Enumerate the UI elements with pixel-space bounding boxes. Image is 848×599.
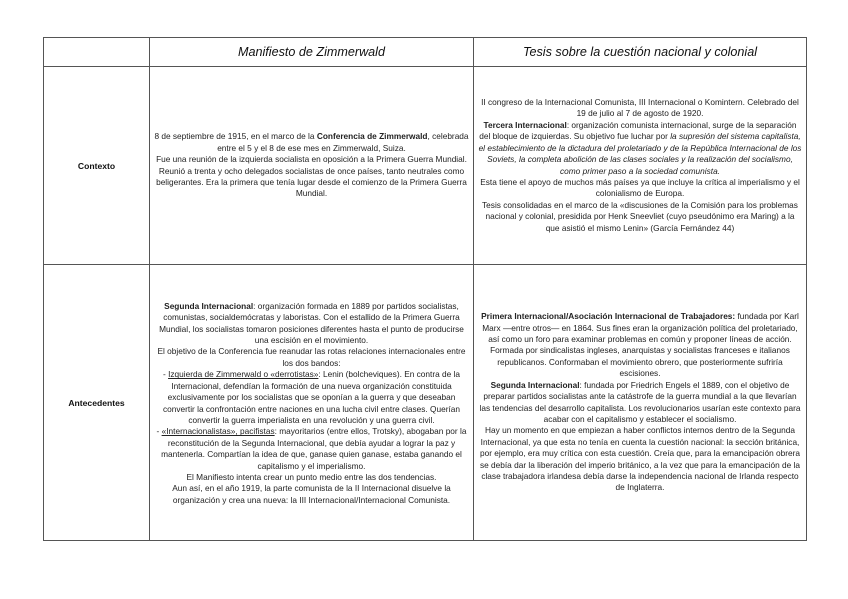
- paragraph: Tesis consolidadas en el marco de la «discusiones de la Comisión para los problemas nacional y colonial, presidida por Henk Sneevliet (cuyo pseudónimo era Maring) a la que asistió el mismo Lenin» (García Fernández 44): [482, 199, 798, 233]
- paragraph: El Manifiesto intenta crear un punto medio entre las dos tendencias.: [186, 471, 437, 482]
- italic-text: la supresión del sistema capitalista, el establecimiento de la dictadura del proletariado y de la República Internacional de los Soviets, la completa abolición de las clases sociales y la realización del socialismo, como primer paso a la sociedad comunista.: [478, 131, 802, 176]
- header-tesis: Tesis sobre la cuestión nacional y colonial: [474, 38, 807, 67]
- text-span: , celebrada entre el 5 y el 8 de ese mes en Zimmerwald, Suiza.: [217, 131, 469, 153]
- bold-term: Conferencia de Zimmerwald: [316, 131, 428, 142]
- text-span: fundada por Karl Marx —entre otros— en 1864. Sus fines eran la organización política del proletariado, así como un foro para examinar problemas en común y proponer líneas de acción. Formada por sindicalistas ingleses, anarquistas y socialistas franceses e italianos republicanos. Conformaban el movimiento obrero, que posteriormente sufriría escisiones.: [482, 311, 799, 379]
- row-label-contexto: Contexto: [44, 67, 150, 265]
- text-span: : fundada por Friedrich Engels el 1889, con el objetivo de preparar partidos socialistas ante la catástrofe de la guerra mundial a la que llevarían las tendencias del desarrollo capitalista. Los revolucionarios usarían este contexto para acabar con el capitalismo y establecer el socialismo.: [479, 379, 801, 424]
- paragraph: Hay un momento en que empiezan a haber conflictos internos dentro de la Segunda Internacional, ya que esta no tenía en cuenta la cuestión nacional: la sección británica, por ejemplo, era muy crítica con esta cuestión. Creía que, para la emancipación obrera se debía dar la liberación del imperio británico, a la vez que para la emancipación de la clase trabajadora irlandesa debía darse la independencia nacional de Irlanda respecto de Inglaterra.: [479, 425, 801, 493]
- underlined-term: Izquierda de Zimmerwald o «derrotistas»: [168, 369, 319, 380]
- text-span: : Lenin (bolcheviques). En contra de la Internacional, defendían la formación de una nueva organización constituida exclusivamente por los socialistas que se oponían a la guerra y que deseaban convertir la confrontación entre naciones en una lucha civil entre clases. Querían convertir la guerra imperialista en una revolución y una guerra civil.: [162, 369, 461, 425]
- text-span: : organización formada en 1889 por partidos socialistas, comunistas, socialdemócratas y laboristas. Con el estallido de la Primera Guerra Mundial, los socialistas tomaron posiciones diferentes hasta el punto de producirse una escisión en el movimiento.: [159, 300, 464, 346]
- cell-antecedentes-tesis: [474, 265, 807, 541]
- header-empty-cell: [44, 38, 150, 67]
- comparison-table: [43, 37, 807, 541]
- list-bullet: -: [156, 426, 160, 437]
- row-label-antecedentes: Antecedentes: [44, 265, 150, 541]
- text-span: 8 de septiembre de 1915, en el marco de la: [154, 131, 315, 142]
- table-row-contexto: [44, 67, 807, 265]
- header-zimmerwald: Manifiesto de Zimmerwald: [150, 38, 474, 67]
- paragraph: II congreso de la Internacional Comunista, III Internacional o Komintern. Celebrado del 19 de julio al 7 de agosto de 1920.: [481, 97, 799, 119]
- cell-contexto-tesis: [474, 67, 807, 265]
- bold-term: Primera Internacional/Asociación Internacional de Trabajadores:: [481, 311, 736, 322]
- paragraph: Aun así, en el año 1919, la parte comunista de la II Internacional disuelve la organización y crea una nueva: la III Internacional/Internacional Comunista.: [172, 483, 451, 505]
- bold-term: Segunda Internacional: [164, 300, 254, 311]
- cell-contexto-zimmerwald: [150, 67, 474, 265]
- text-span: : organización comunista internacional, surge de la separación del bloque de izquierdas. Su objetivo fue luchar por: [479, 119, 797, 142]
- list-bullet: -: [162, 369, 166, 380]
- table-header-row: [44, 38, 807, 67]
- paragraph: El objetivo de la Conferencia fue reanudar las rotas relaciones internacionales entre los dos bandos:: [157, 346, 466, 368]
- paragraph: Fue una reunión de la izquierda socialista en oposición a la Primera Guerra Mundial. Reunió a trenta y ocho delegados socialistas de once países, tanto neutrales como beligerantes. Era la primera que tenía lugar desde el comienzo de la Primera Guerra Mundial.: [156, 154, 467, 199]
- cell-antecedentes-zimmerwald: [150, 265, 474, 541]
- underlined-term: «Internacionalistas», pacifistas: [161, 426, 275, 437]
- bold-term: Tercera Internacional: [483, 119, 567, 130]
- text-span: : mayoritarios (entre ellos, Trotsky), abogaban por la reconstitución de la Segunda Internacional, que debía ayudar a lograr la paz y mantenerla. Compartían la idea de que, ganase quien ganase, estaba ganando el capitalismo y el imperialismo.: [161, 426, 467, 471]
- bold-term: Segunda Internacional: [490, 379, 580, 390]
- table-row-antecedentes: [44, 265, 807, 541]
- paragraph: Esta tiene el apoyo de muchos más países ya que incluye la crítica al imperialismo y el colonialismo de Europa.: [480, 176, 800, 199]
